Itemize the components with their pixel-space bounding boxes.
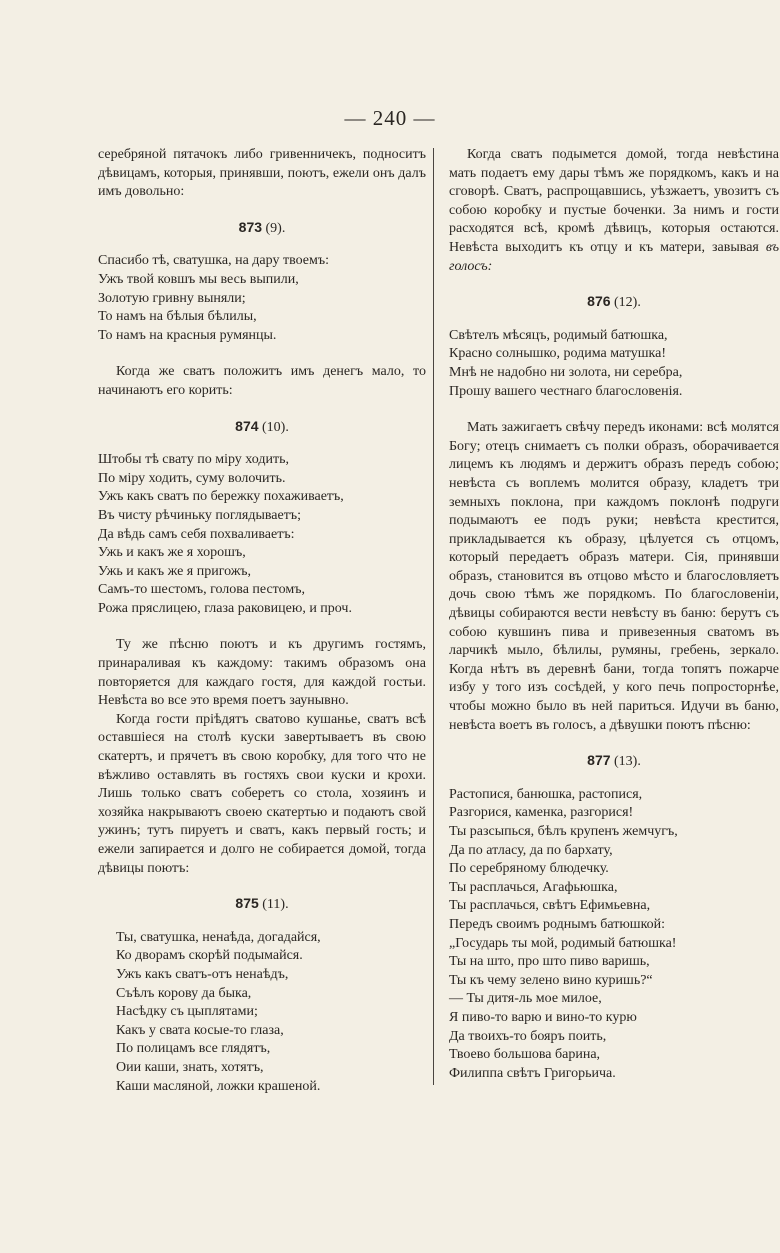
verse-line: Растопися, банюшка, растопися, [449,786,643,802]
verse-line: Твоево большова барина, [449,1047,601,1063]
column-divider [433,148,434,1085]
verse-line: То намъ на бѣлыя бѣлилы, [98,309,257,325]
right-column [449,146,779,1083]
verse-line: Золотую гривну выняли; [98,290,246,306]
verse-874 [98,451,426,618]
song-number-877: 877 (13). [587,752,641,770]
verse-line: Да вѣдь самъ себя похваливаетъ: [98,526,295,542]
verse-line: Самъ-то шестомъ, голова пестомъ, [98,582,305,598]
verse-line: Ужь и какъ же я пригожъ, [98,563,251,579]
verse-875 [98,929,426,1096]
verse-line: Ты, сватушка, ненаѣда, догадайся, [116,929,321,945]
verse-line: Ты разсыпься, бѣлъ крупенъ жемчугъ, [449,824,678,839]
song-number-876: 876 (12). [587,293,641,311]
verse-line: Какъ у свата косые-то глаза, [116,1022,284,1038]
verse-line: Филиппа свѣтъ Григорьича. [449,1065,616,1081]
song-number-873: 873 (9). [238,218,286,236]
song-number-874: 874 (10). [235,417,289,435]
paragraph: серебряной пятачокъ либо гривенничекъ, подноситъ дѣвицамъ, которыя, принявши, поютъ, ежели онъ далъ имъ довольно: [98,147,426,200]
verse-line: Спасибо тѣ, сватушка, на дару твоемъ: [98,253,329,269]
left-column [98,146,426,1096]
verse-line: Съѣлъ корову да быка, [116,985,252,1001]
verse-877 [449,786,779,1084]
verse-line: Ужъ какъ сватъ-отъ ненаѣдъ, [116,966,289,982]
verse-line: Прошу вашего честнаго благословенія. [449,383,683,399]
paragraph: Когда гости пріѣдятъ сватово кушанье, сватъ всѣ оставшіеся на столѣ куски завертываетъ въ свою скатертъ, и прячетъ въ свою коробку, для того что не вѣжливо оставлять въ гостяхъ свои куски и крохи. Лишь только сватъ соберетъ со стола, хозяинъ и хозяйка накрываютъ своею скатертью и подаютъ свой ужинъ; тутъ пируетъ и сватъ, какъ первый гость; и ежели запирается и долго не собирается домой, тогда дѣвицы поютъ: [98,711,426,876]
verse-line: Да твоихъ-то бояръ поить, [449,1028,607,1044]
verse-line: Ты расплачься, свѣтъ Ефимьевна, [449,898,651,914]
verse-line: Да по атласу, да по бархату, [449,842,613,858]
verse-line: Я пиво-то варю и вино-то курю [449,1009,637,1025]
verse-line: Насѣдку съ цыплятами; [116,1004,258,1020]
verse-line: Ты расплачься, Агафьюшка, [449,879,618,895]
verse-line: Свѣтелъ мѣсяцъ, родимый батюшка, [449,327,668,343]
verse-line: Рожа пряслицею, глаза раковицею, и проч. [98,600,352,616]
verse-876 [449,327,779,401]
verse-line: Мнѣ не надобно ни золота, ни серебра, [449,364,683,380]
verse-line: Оии каши, знать, хотятъ, [116,1059,264,1075]
verse-line: Ты къ чему зелено вино куришь?“ [449,972,653,988]
verse-line: Ужь и какъ же я хорошъ, [98,545,246,561]
verse-line: По полицамъ все глядятъ, [116,1041,271,1057]
paragraph: Мать зажигаетъ свѣчу передъ иконами: всѣ молятся Богу; отецъ снимаетъ съ полки образъ, оборачивается лицемъ къ людямъ и держитъ образъ передъ собою; невѣста съ воплемъ молится образу, кладетъ три земныхъ поклона, при каждомъ поклонѣ подруги подымаютъ ее подъ руки; невѣста крестится, прикладывается къ образу, цѣлуется съ отцомъ, который передаетъ образъ матери. Сія, принявши образъ, становится въ отцово мѣсто и благословляетъ дочь свою тѣмъ же порядкомъ. По благословеніи, дѣвицы собираются вести невѣсту въ баню: берутъ съ собою кувшинъ пива и привезенныя сватомъ въ ларчикѣ мыло, бѣлилы, румяны, гребень, зеркало. Когда нѣтъ въ деревнѣ бани, тогда топятъ пожарче избу у того изъ сосѣдей, у кого печь попросторнѣе, чтобы можно было въ ней париться. Идучи въ баню, невѣста воетъ въ голосъ, а дѣвушки поютъ пѣсню: [449,420,779,733]
verse-873 [98,252,426,345]
verse-line: Красно солнышко, родима матушка! [449,346,667,362]
verse-line: По серебряному блюдечку. [449,861,609,877]
page-number: — 240 — [344,106,436,130]
paragraph: Когда сватъ подымется домой, тогда невѣстина мать подаетъ ему дары тѣмъ же порядкомъ, какъ и на сговорѣ. Сватъ, распрощавшись, уѣзжаетъ, увозитъ съ собою коробку и пустые боченки. За нимъ и гости расходятся всѣ, кромѣ дѣвицъ, которыя остаются. Невѣста выходитъ къ отцу и къ матери, завывая въ голосъ: [449,147,779,274]
verse-line: Ужъ какъ сватъ по бережку похаживаетъ, [98,489,344,505]
verse-line: Въ чисту рѣчиньку поглядываетъ; [98,507,301,523]
verse-line: Штобы тѣ свату по міру ходить, [98,452,289,468]
verse-line: — Ты дитя-ль мое милое, [449,991,602,1007]
verse-line: То намъ на красныя румянцы. [98,327,277,343]
paragraph: Когда же сватъ положитъ имъ денегъ мало, то начинаютъ его корить: [98,364,426,398]
verse-line: Передъ своимъ роднымъ батюшкой: [449,916,666,932]
verse-line: Ты на што, про што пиво варишь, [449,954,650,970]
verse-line: Каши масляной, ложки крашеной. [116,1078,321,1094]
verse-line: Разгорися, каменка, разгорися! [449,805,634,821]
verse-line: „Государь ты мой, родимый батюшка! [449,935,677,951]
song-number-875: 875 (11). [235,895,289,913]
paragraph: Ту же пѣсню поютъ и къ другимъ гостямъ, принараливая къ каждому: такимъ образомъ она повторяется для каждаго гостя, для каждой гостьи. Невѣста во все это время поетъ заунывно. [98,637,426,709]
verse-line: Ужъ твой ковшъ мы весь выпили, [98,271,299,287]
verse-line: Ко дворамъ скорѣй подымайся. [116,948,303,964]
verse-line: По міру ходить, суму волочить. [98,470,286,486]
